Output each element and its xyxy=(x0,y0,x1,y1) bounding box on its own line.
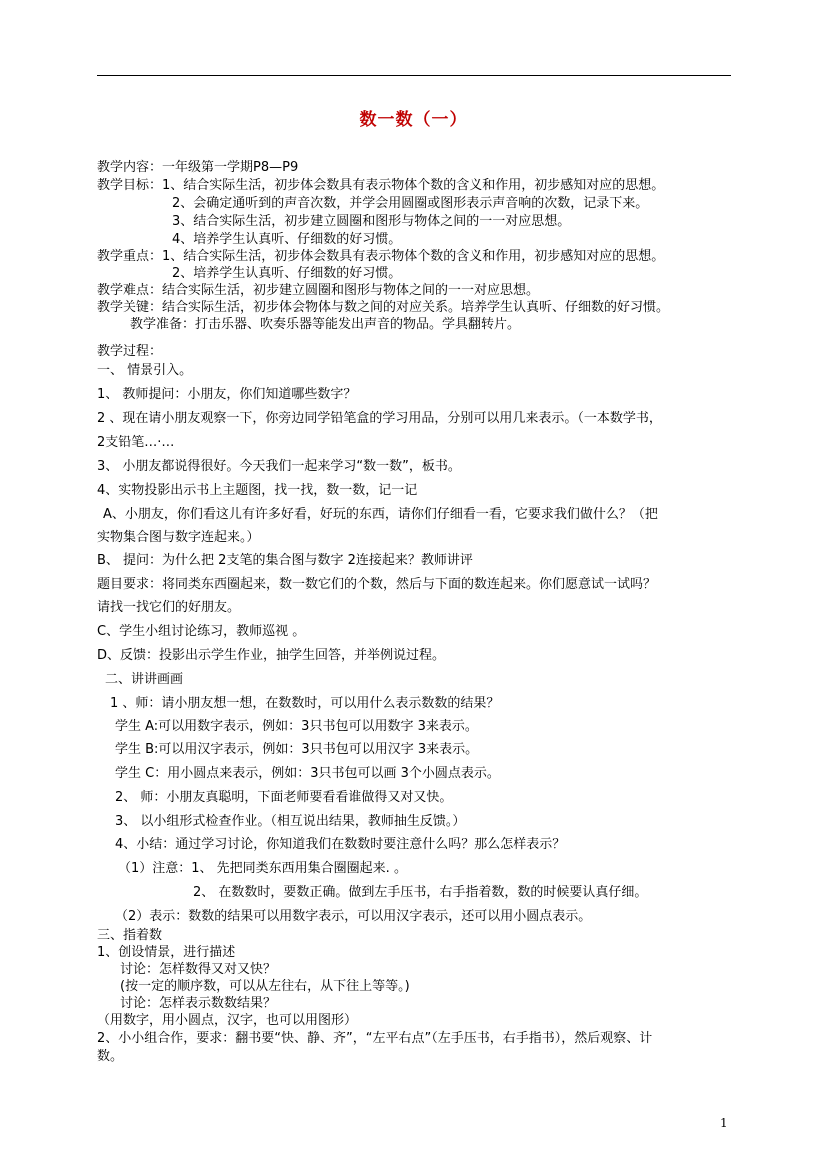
text-line: 3、 以小组形式检查作业。（相互说出结果，教师抽生反馈。） xyxy=(115,814,466,829)
text-line: (按一定的顺序数，可以从左往右，从下往上等等。) xyxy=(120,979,410,994)
text-line: 2、小小组合作，要求：翻书要“快、静、齐”，“左平右点”（左手压书，右手指书），然后观察、计 xyxy=(97,1031,653,1046)
text-line: （2）表示：数数的结果可以用数字表示，可以用汉字表示，还可以用小圆点表示。 xyxy=(115,909,592,924)
text-line: 一、 情景引入。 xyxy=(97,363,193,378)
text-line: 三、指着数 xyxy=(97,928,163,943)
page-number: 1 xyxy=(720,1116,728,1130)
text-line: 教学关键：结合实际生活，初步体会物体与数之间的对应关系。培养学生认真听、仔细数的好习惯。 xyxy=(97,300,670,315)
text-line: 教学目标：1、结合实际生活，初步体会数具有表示物体个数的含义和作用，初步感知对应的思想。 xyxy=(97,178,665,193)
page-title: 数一数（一） xyxy=(359,110,468,130)
text-line: A、小朋友，你们看这儿有许多好看，好玩的东西，请你们仔细看一看，它要求我们做什么？（把 xyxy=(103,507,658,522)
text-line: C、学生小组讨论练习，教师巡视 。 xyxy=(97,624,306,639)
text-line: 1、 教师提问：小朋友，你们知道哪些数字？ xyxy=(97,387,357,402)
text-line: 2、 师：小朋友真聪明，下面老师要看看谁做得又对又快。 xyxy=(115,790,453,805)
header-rule xyxy=(97,75,731,76)
text-line: 数。 xyxy=(97,1049,124,1064)
text-line: 学生 B:可以用汉字表示，例如：3只书包可以用汉字 3来表示。 xyxy=(115,742,479,757)
text-line: 请找一找它们的好朋友。 xyxy=(97,600,241,615)
text-line: D、反馈：投影出示学生作业，抽学生回答，并举例说过程。 xyxy=(97,648,446,663)
text-line: 学生 A:可以用数字表示，例如：3只书包可以用数字 3来表示。 xyxy=(115,719,478,734)
text-line: 1 、师：请小朋友想一想，在数数时，可以用什么表示数数的结果？ xyxy=(110,696,500,711)
text-line: 学生 C：用小圆点来表示，例如：3只书包可以画 3个小圆点表示。 xyxy=(115,766,500,781)
text-line: （用数字，用小圆点，汉字，也可以用图形） xyxy=(97,1013,358,1028)
text-line: 2、培养学生认真听、仔细数的好习惯。 xyxy=(172,266,402,281)
text-line: 教学准备：打击乐器、吹奏乐器等能发出声音的物品。学具翻转片。 xyxy=(130,317,521,332)
text-line: 4、培养学生认真听、仔细数的好习惯。 xyxy=(172,232,402,247)
text-line: 教学内容：一年级第一学期P8—P9 xyxy=(97,160,299,175)
text-line: 2支铅笔…·… xyxy=(97,435,175,450)
text-line: 二、讲讲画画 xyxy=(105,672,184,687)
text-line: 实物集合图与数字连起来。） xyxy=(97,530,260,545)
text-line: B、 提问：为什么把 2支笔的集合图与数字 2连接起来？教师讲评 xyxy=(97,553,473,568)
text-line: 1、创设情景，进行描述 xyxy=(97,945,236,960)
text-line: 4、实物投影出示书上主题图，找一找，数一数，记一记 xyxy=(97,483,418,498)
text-line: 3、结合实际生活，初步建立圆圈和图形与物体之间的一一对应思想。 xyxy=(172,214,571,229)
text-line: 2、会确定通听到的声音次数，并学会用圆圈或图形表示声音响的次数，记录下来。 xyxy=(172,196,649,211)
text-line: 讨论：怎样数得又对又快？ xyxy=(120,962,277,977)
text-line: 教学重点：1、结合实际生活，初步体会数具有表示物体个数的含义和作用，初步感知对应的思想。 xyxy=(97,249,665,264)
text-line: 2 、现在请小朋友观察一下，你旁边同学铅笔盒的学习用品，分别可以用几来表示。（一本数学书， xyxy=(97,411,662,426)
text-line: 2、 在数数时，要数正确。做到左手压书，右手指着数，数的时候要认真仔细。 xyxy=(193,885,648,900)
text-line: 3、 小朋友都说得很好。今天我们一起来学习“数一数”，板书。 xyxy=(97,459,461,474)
text-line: 教学难点：结合实际生活，初步建立圆圈和图形与物体之间的一一对应思想。 xyxy=(97,283,540,298)
text-line: 教学过程： xyxy=(97,344,163,359)
text-line: 题目要求：将同类东西圈起来，数一数它们的个数，然后与下面的数连起来。你们愿意试一试吗？ xyxy=(97,577,657,592)
text-line: （1）注意：1、 先把同类东西用集合圈圈起来. 。 xyxy=(118,861,407,876)
text-line: 讨论：怎样表示数数结果？ xyxy=(120,996,277,1011)
text-line: 4、小结：通过学习讨论，你知道我们在数数时要注意什么吗？那么怎样表示？ xyxy=(115,837,566,852)
